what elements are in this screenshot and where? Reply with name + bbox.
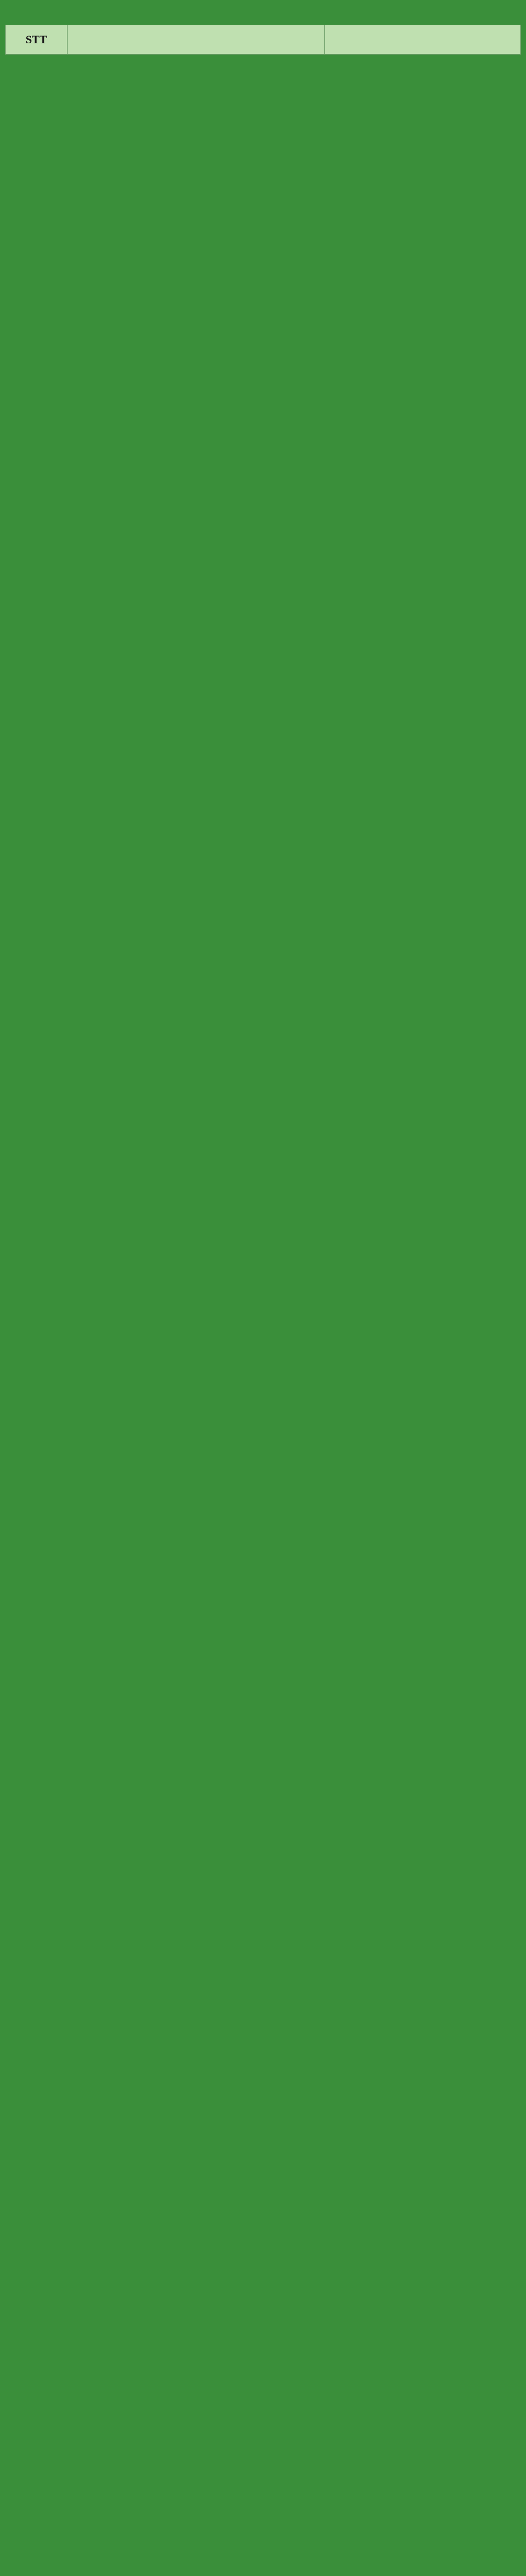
column-header-old-units — [67, 25, 325, 55]
column-header-stt: STT — [6, 25, 68, 55]
merger-table — [5, 25, 521, 55]
document-header — [5, 7, 521, 25]
column-header-new-unit — [325, 25, 521, 55]
table-header-row — [6, 25, 521, 55]
document-page — [0, 0, 526, 65]
